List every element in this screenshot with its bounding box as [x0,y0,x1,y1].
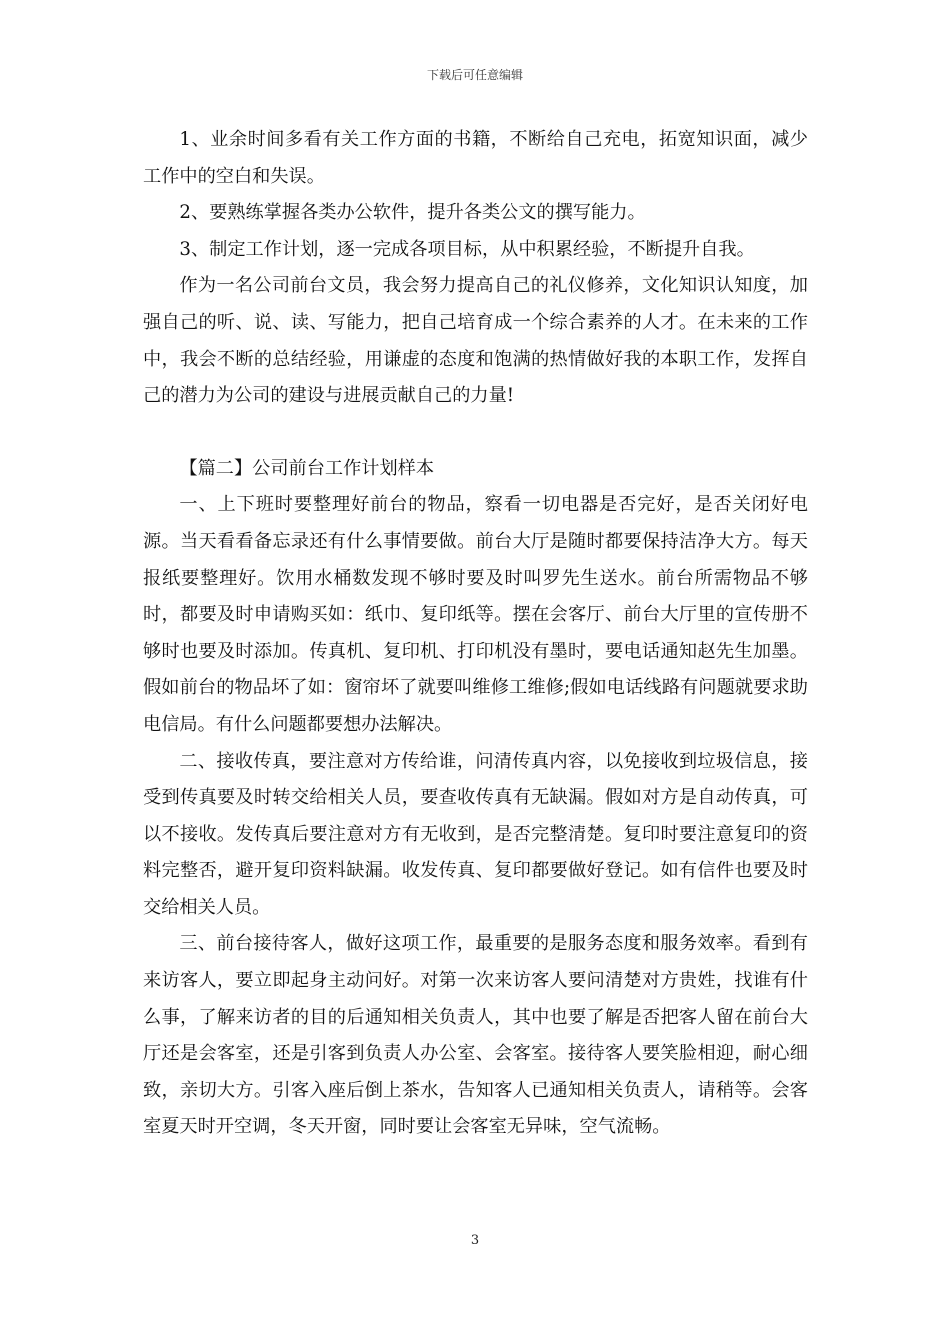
paragraph-part-3: 三、前台接待客人，做好这项工作，最重要的是服务态度和服务效率。看到有来访客人，要立即起身主动问好。对第一次来访客人要问清楚对方贵姓，找谁有什么事，了解来访者的目的后通知相关负责人，其中也要了解是否把客人留在前台大厅还是会客室，还是引客到负责人办公室、会客室。接待客人要笑脸相迎，耐心细致，亲切大方。引客入座后倒上茶水，告知客人已通知相关负责人，请稍等。会客室夏天时开空调，冬天开窗，同时要让会客室无异味，空气流畅。 [143,933,808,1138]
header-note: 下载后可任意编辑 [426,68,523,82]
paragraph-item-2: 2、要熟练掌握各类办公软件，提升各类公文的撰写能力。 [179,202,646,224]
paragraph-item-3: 3、制定工作计划，逐一完成各项目标，从中积累经验，不断提升自我。 [179,238,755,260]
document-body [143,122,808,1146]
page-number: 3 [470,1233,480,1248]
section-heading: 【篇二】公司前台工作计划样本 [179,457,435,479]
section-gap [143,415,808,451]
paragraph-conclusion: 作为一名公司前台文员，我会努力提高自己的礼仪修养，文化知识认知度，加强自己的听、说、读、写能力，把自己培育成一个综合素养的人才。在未来的工作中，我会不断的总结经验，用谦虚的态度和饱满的热情做好我的本职工作，发挥自己的潜力为公司的建设与进展贡献自己的力量! [143,275,808,407]
paragraph-part-2: 二、接收传真，要注意对方传给谁，问清传真内容，以免接收到垃圾信息，接受到传真要及时转交给相关人员，要查收传真有无缺漏。假如对方是自动传真，可以不接收。发传真后要注意对方有无收到，是否完整清楚。复印时要注意复印的资料完整否，避开复印资料缺漏。收发传真、复印都要做好登记。如有信件也要及时交给相关人员。 [143,750,808,918]
paragraph-part-1: 一、上下班时要整理好前台的物品，察看一切电器是否完好，是否关闭好电源。当天看看备忘录还有什么事情要做。前台大厅是随时都要保持洁净大方。每天报纸要整理好。饮用水桶数发现不够时要及时叫罗先生送水。前台所需物品不够时，都要及时申请购买如：纸巾、复印纸等。摆在会客厅、前台大厅里的宣传册不够时也要及时添加。传真机、复印机、打印机没有墨时，要电话通知赵先生加墨。假如前台的物品坏了如：窗帘坏了就要叫维修工维修;假如电话线路有问题就要求助电信局。有什么问题都要想办法解决。 [143,494,808,735]
paragraph-item-1: 1、业余时间多看有关工作方面的书籍，不断给自己充电，拓宽知识面，减少工作中的空白和失误。 [143,129,808,187]
